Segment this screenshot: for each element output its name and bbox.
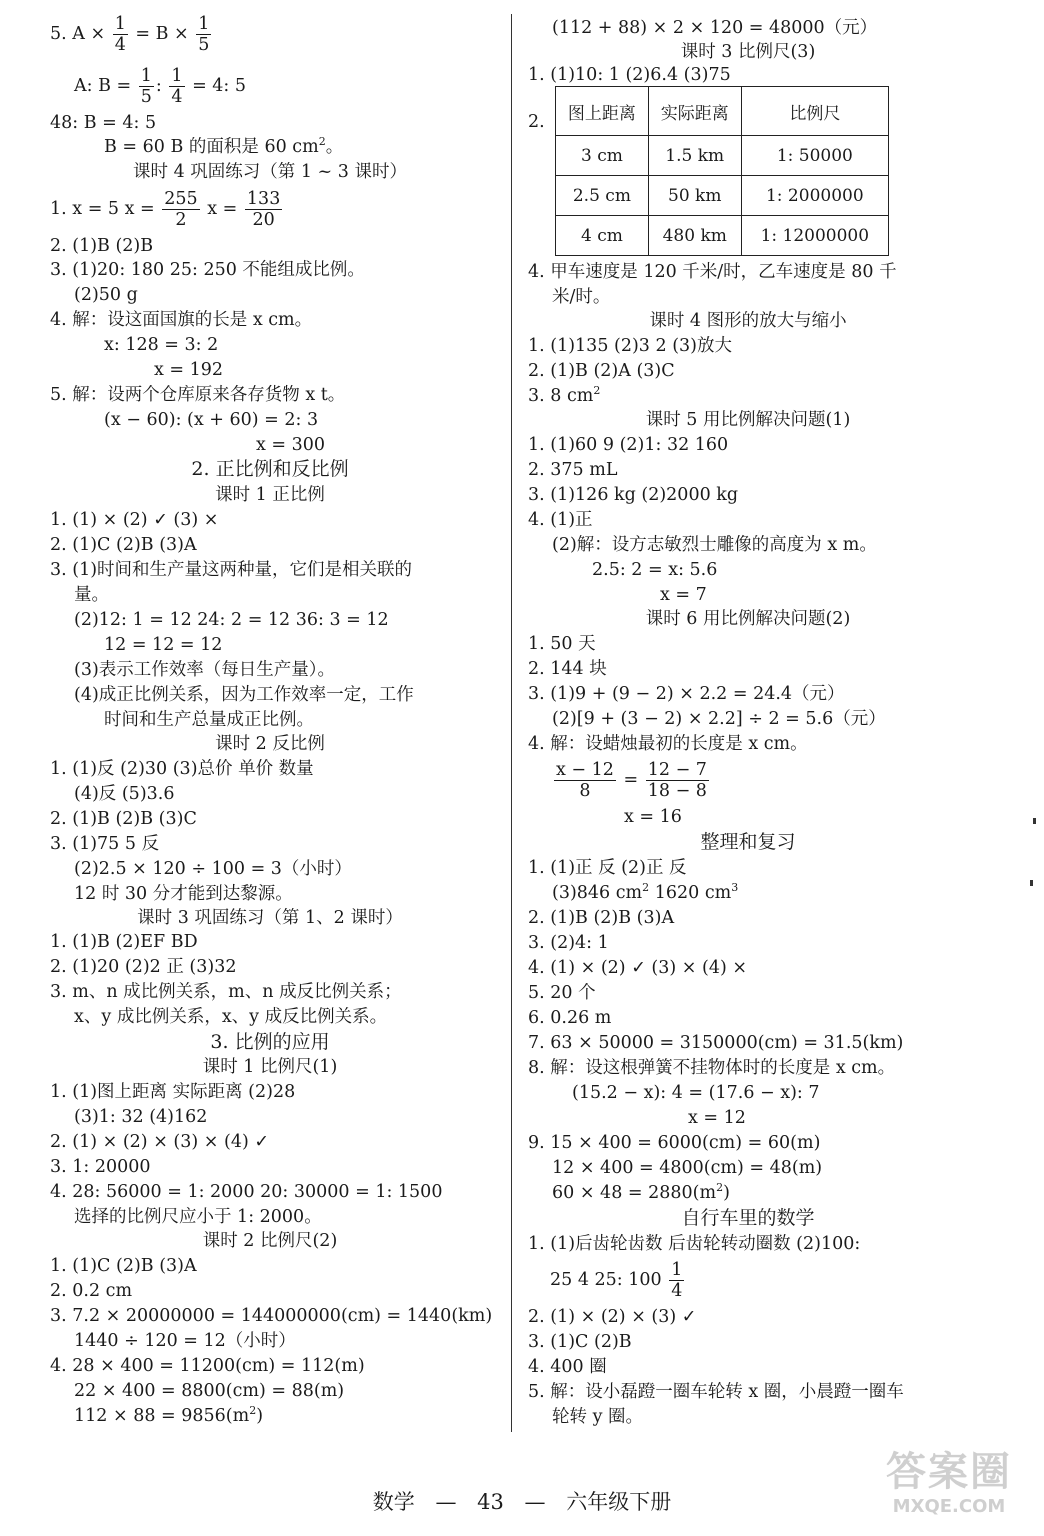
answer-line: 3. (1)20: 180 25: 250 不能组成比例。 — [50, 260, 365, 280]
answer-line: (2)50 g — [74, 285, 138, 305]
lesson-heading: 课时 4 巩固练习（第 1 ~ 3 课时） — [133, 162, 407, 182]
answer-line: (2)解：设方志敏烈士雕像的高度为 x m。 — [552, 535, 877, 555]
answer-line: (2)2.5 × 120 ÷ 100 = 3（小时） — [74, 859, 352, 879]
answer-line: 1. (1) × (2) ✓ (3) × — [50, 510, 219, 530]
answer-line: 1. (1)后齿轮齿数 后齿轮转动圈数 (2)100: — [528, 1234, 861, 1254]
answer-line: 2. 375 mL — [528, 460, 618, 480]
answer-line: 3. (1)126 kg (2)2000 kg — [528, 485, 739, 505]
answer-line: 25 4 25: 100 $\frac{1}{4}$ — [550, 1260, 683, 1301]
scale-table — [555, 86, 889, 256]
table-header-row — [556, 87, 889, 136]
table-cell: 1: 50000 — [741, 136, 888, 176]
site-watermark — [874, 1448, 1024, 1528]
answer-line: x = 16 — [624, 807, 682, 827]
answer-line: 9. 15 × 400 = 6000(cm) = 60(m) — [528, 1133, 821, 1153]
footer-subject: 数学 — [372, 1490, 415, 1514]
scan-mark — [1030, 880, 1033, 886]
answer-line: 48: B = 4: 5 — [50, 113, 157, 133]
answer-line: 2. (1) × (2) × (3) ✓ — [528, 1307, 697, 1327]
table-header: 图上距离 — [556, 87, 649, 136]
answer-line: $60 \times 48 = 2880(m^2)$ — [552, 1181, 730, 1203]
table-row — [556, 136, 889, 176]
answer-line: 2. (1) × (2) × (3) × (4) ✓ — [50, 1132, 270, 1152]
answer-line: 4. 400 圈 — [528, 1357, 607, 1377]
answer-line: x、y 成比例关系，x、y 成反比例关系。 — [74, 1007, 388, 1027]
lesson-heading: 课时 3 巩固练习（第 1、2 课时） — [137, 908, 403, 928]
answer-line: (2)[9 + (3 − 2) × 2.2] ÷ 2 = 5.6（元） — [552, 709, 886, 729]
answer-line: 3. 7.2 × 20000000 = 144000000(cm) = 1440(km) — [50, 1306, 493, 1326]
table-cell: 4 cm — [556, 216, 649, 256]
table-header: 实际距离 — [648, 87, 741, 136]
lesson-heading: 课时 4 图形的放大与缩小 — [649, 311, 847, 331]
answer-line: 3. m、n 成比例关系，m、n 成反比例关系； — [50, 982, 402, 1002]
answer-line: (3)表示工作效率（每日生产量）。 — [74, 660, 336, 680]
table-cell: 480 km — [648, 216, 741, 256]
answer-line: 2. 144 块 — [528, 659, 607, 679]
answer-line: 1. (1)图上距离 实际距离 (2)28 — [50, 1082, 296, 1102]
answer-line: 12 × 400 = 4800(cm) = 48(m) — [552, 1158, 823, 1178]
section-heading: 自行车里的数学 — [681, 1207, 815, 1229]
section-heading: 3. 比例的应用 — [210, 1031, 330, 1053]
answer-line: 4. 甲车速度是 120 千米/时，乙车速度是 80 千 — [528, 262, 897, 282]
answer-line: (3)1: 32 (4)162 — [74, 1107, 208, 1127]
answer-line: 8. 解：设这根弹簧不挂物体时的长度是 x cm。 — [528, 1058, 896, 1078]
answer-line: 1. (1)60 9 (2)1: 32 160 — [528, 435, 729, 455]
page-number: — 43 — — [435, 1490, 546, 1514]
answer-line: (4)成正比例关系，因为工作效率一定，工作 — [74, 685, 414, 705]
table-row — [556, 216, 889, 256]
answer-line: 2. (1)B (2)B (3)C — [50, 809, 197, 829]
scan-mark — [1033, 818, 1036, 824]
table-cell: 3 cm — [556, 136, 649, 176]
answer-line: 3. 1: 20000 — [50, 1157, 151, 1177]
answer-line: 米/时。 — [552, 287, 611, 307]
answer-line: x = 300 — [256, 435, 326, 455]
table-cell: 1: 12000000 — [741, 216, 888, 256]
answer-line: 2. (1)C (2)B (3)A — [50, 535, 197, 555]
answer-line: $\frac{x - 12}{8}$ = $\frac{12 - 7}{18 - 8}$ — [556, 760, 707, 801]
answer-line: x = 192 — [154, 360, 224, 380]
answer-line: 1. 50 天 — [528, 634, 596, 654]
answer-line: 4. 解：设这面国旗的长是 x cm。 — [50, 310, 313, 330]
answer-line: 选择的比例尺应小于 1: 2000。 — [74, 1207, 322, 1227]
lesson-heading: 课时 1 正比例 — [215, 485, 325, 505]
answer-line: A: B = $\frac{1}{5}$ : $\frac{1}{4}$ = 4: 5 — [74, 66, 247, 107]
answer-line: 3. (1)9 + (9 − 2) × 2.2 = 24.4（元） — [528, 684, 845, 704]
lesson-heading: 课时 2 反比例 — [215, 734, 325, 754]
answer-line: 22 × 400 = 8800(cm) = 88(m) — [74, 1381, 345, 1401]
answer-line: 1. (1)C (2)B (3)A — [50, 1256, 197, 1276]
answer-line: (2)12: 1 = 12 24: 2 = 12 36: 3 = 12 — [74, 610, 389, 630]
answer-line: (4)反 (5)3.6 — [74, 784, 175, 804]
lesson-heading: 课时 2 比例尺(2) — [202, 1231, 338, 1251]
answer-line: 3. (1)75 5 反 — [50, 834, 160, 854]
answer-line: 1. (1)10: 1 (2)6.4 (3)75 — [528, 65, 731, 85]
answer-line: 3. (2)4: 1 — [528, 933, 609, 953]
table-header: 比例尺 — [741, 87, 888, 136]
column-divider — [511, 14, 512, 1432]
answer-line: 1. x = 5 x = $\frac{255}{2}$ x = $\frac{133}{20}$ — [50, 189, 281, 230]
answer-line: 1. (1)反 (2)30 (3)总价 单价 数量 — [50, 759, 314, 779]
section-heading: 整理和复习 — [700, 831, 796, 853]
answer-line: x: 128 = 3: 2 — [104, 335, 219, 355]
answer-line: 5. 解：设小磊蹬一圈车轮转 x 圈，小晨蹬一圈车 — [528, 1382, 904, 1402]
answer-line: 量。 — [74, 585, 109, 605]
lesson-heading: 课时 6 用比例解决问题(2) — [645, 609, 851, 629]
answer-line: 7. 63 × 50000 = 3150000(cm) = 31.5(km) — [528, 1033, 904, 1053]
answer-line: 2. 0.2 cm — [50, 1281, 133, 1301]
answer-line: 2. (1)B (2)A (3)C — [528, 361, 675, 381]
answer-line: 5. 20 个 — [528, 983, 596, 1003]
answer-line: 4. 28 × 400 = 11200(cm) = 112(m) — [50, 1356, 365, 1376]
table-cell: 50 km — [648, 176, 741, 216]
answer-line: 6. 0.26 m — [528, 1008, 612, 1028]
answer-line: B = 60 B 的面积是 60 $cm^2$。 — [104, 135, 344, 157]
answer-line: 1440 ÷ 120 = 12（小时） — [74, 1331, 296, 1351]
answer-line: 12 = 12 = 12 — [104, 635, 223, 655]
answer-line: 2. (1)20 (2)2 正 (3)32 — [50, 957, 237, 977]
answer-line: 4. 解：设蜡烛最初的长度是 x cm。 — [528, 734, 808, 754]
answer-line: 2. — [528, 112, 545, 132]
answer-line: x = 7 — [660, 585, 707, 605]
answer-line: $112 \times 88 = 9856(m^2)$ — [74, 1404, 264, 1426]
answer-line: 2. (1)B (2)B — [50, 236, 154, 256]
lesson-heading: 课时 1 比例尺(1) — [202, 1057, 338, 1077]
answer-line: 3. (1)时间和生产量这两种量，它们是相关联的 — [50, 560, 413, 580]
answer-line: 1. (1)正 反 (2)正 反 — [528, 858, 687, 878]
answer-line: 3. (1)C (2)B — [528, 1332, 632, 1352]
answer-line: 轮转 y 圈。 — [552, 1407, 644, 1427]
answer-line: 5. A × $\frac{1}{4}$ = B × $\frac{1}{5}$ — [50, 14, 210, 55]
watermark-logo: 答案圈 — [886, 1449, 1012, 1495]
answer-line: 4. (1)正 — [528, 510, 593, 530]
answer-line: 3. 8 $cm^2$ — [528, 384, 601, 406]
lesson-heading: 课时 3 比例尺(3) — [680, 42, 816, 62]
answer-line: 4. (1) × (2) ✓ (3) × (4) × — [528, 958, 748, 978]
section-heading: 2. 正比例和反比例 — [191, 458, 349, 480]
answer-line: 12 时 30 分才能到达黎源。 — [74, 884, 293, 904]
answer-line: 2.5: 2 = x: 5.6 — [592, 560, 718, 580]
answer-line: (112 + 88) × 2 × 120 = 48000（元） — [552, 18, 878, 38]
answer-line: 1. (1)135 (2)3 2 (3)放大 — [528, 336, 732, 356]
answer-line: x = 12 — [688, 1108, 746, 1128]
answer-line: (3)846 $cm^2$ 1620 $cm^3$ — [552, 881, 739, 903]
answer-line: 时间和生产总量成正比例。 — [104, 710, 314, 730]
answer-line: (15.2 − x): 4 = (17.6 − x): 7 — [572, 1083, 820, 1103]
answer-line: (x − 60): (x + 60) = 2: 3 — [104, 410, 319, 430]
answer-line: 5. 解：设两个仓库原来各存货物 x t。 — [50, 385, 346, 405]
lesson-heading: 课时 5 用比例解决问题(1) — [645, 410, 851, 430]
footer-grade: 六年级下册 — [566, 1490, 672, 1514]
table-cell: 1: 2000000 — [741, 176, 888, 216]
table-cell: 1.5 km — [648, 136, 741, 176]
table-row — [556, 176, 889, 216]
table-cell: 2.5 cm — [556, 176, 649, 216]
answer-line: 4. 28: 56000 = 1: 2000 20: 30000 = 1: 1500 — [50, 1182, 443, 1202]
watermark-url: MXQE.COM — [892, 1496, 1006, 1517]
answer-line: 2. (1)B (2)B (3)A — [528, 908, 675, 928]
answer-line: 1. (1)B (2)EF BD — [50, 932, 198, 952]
